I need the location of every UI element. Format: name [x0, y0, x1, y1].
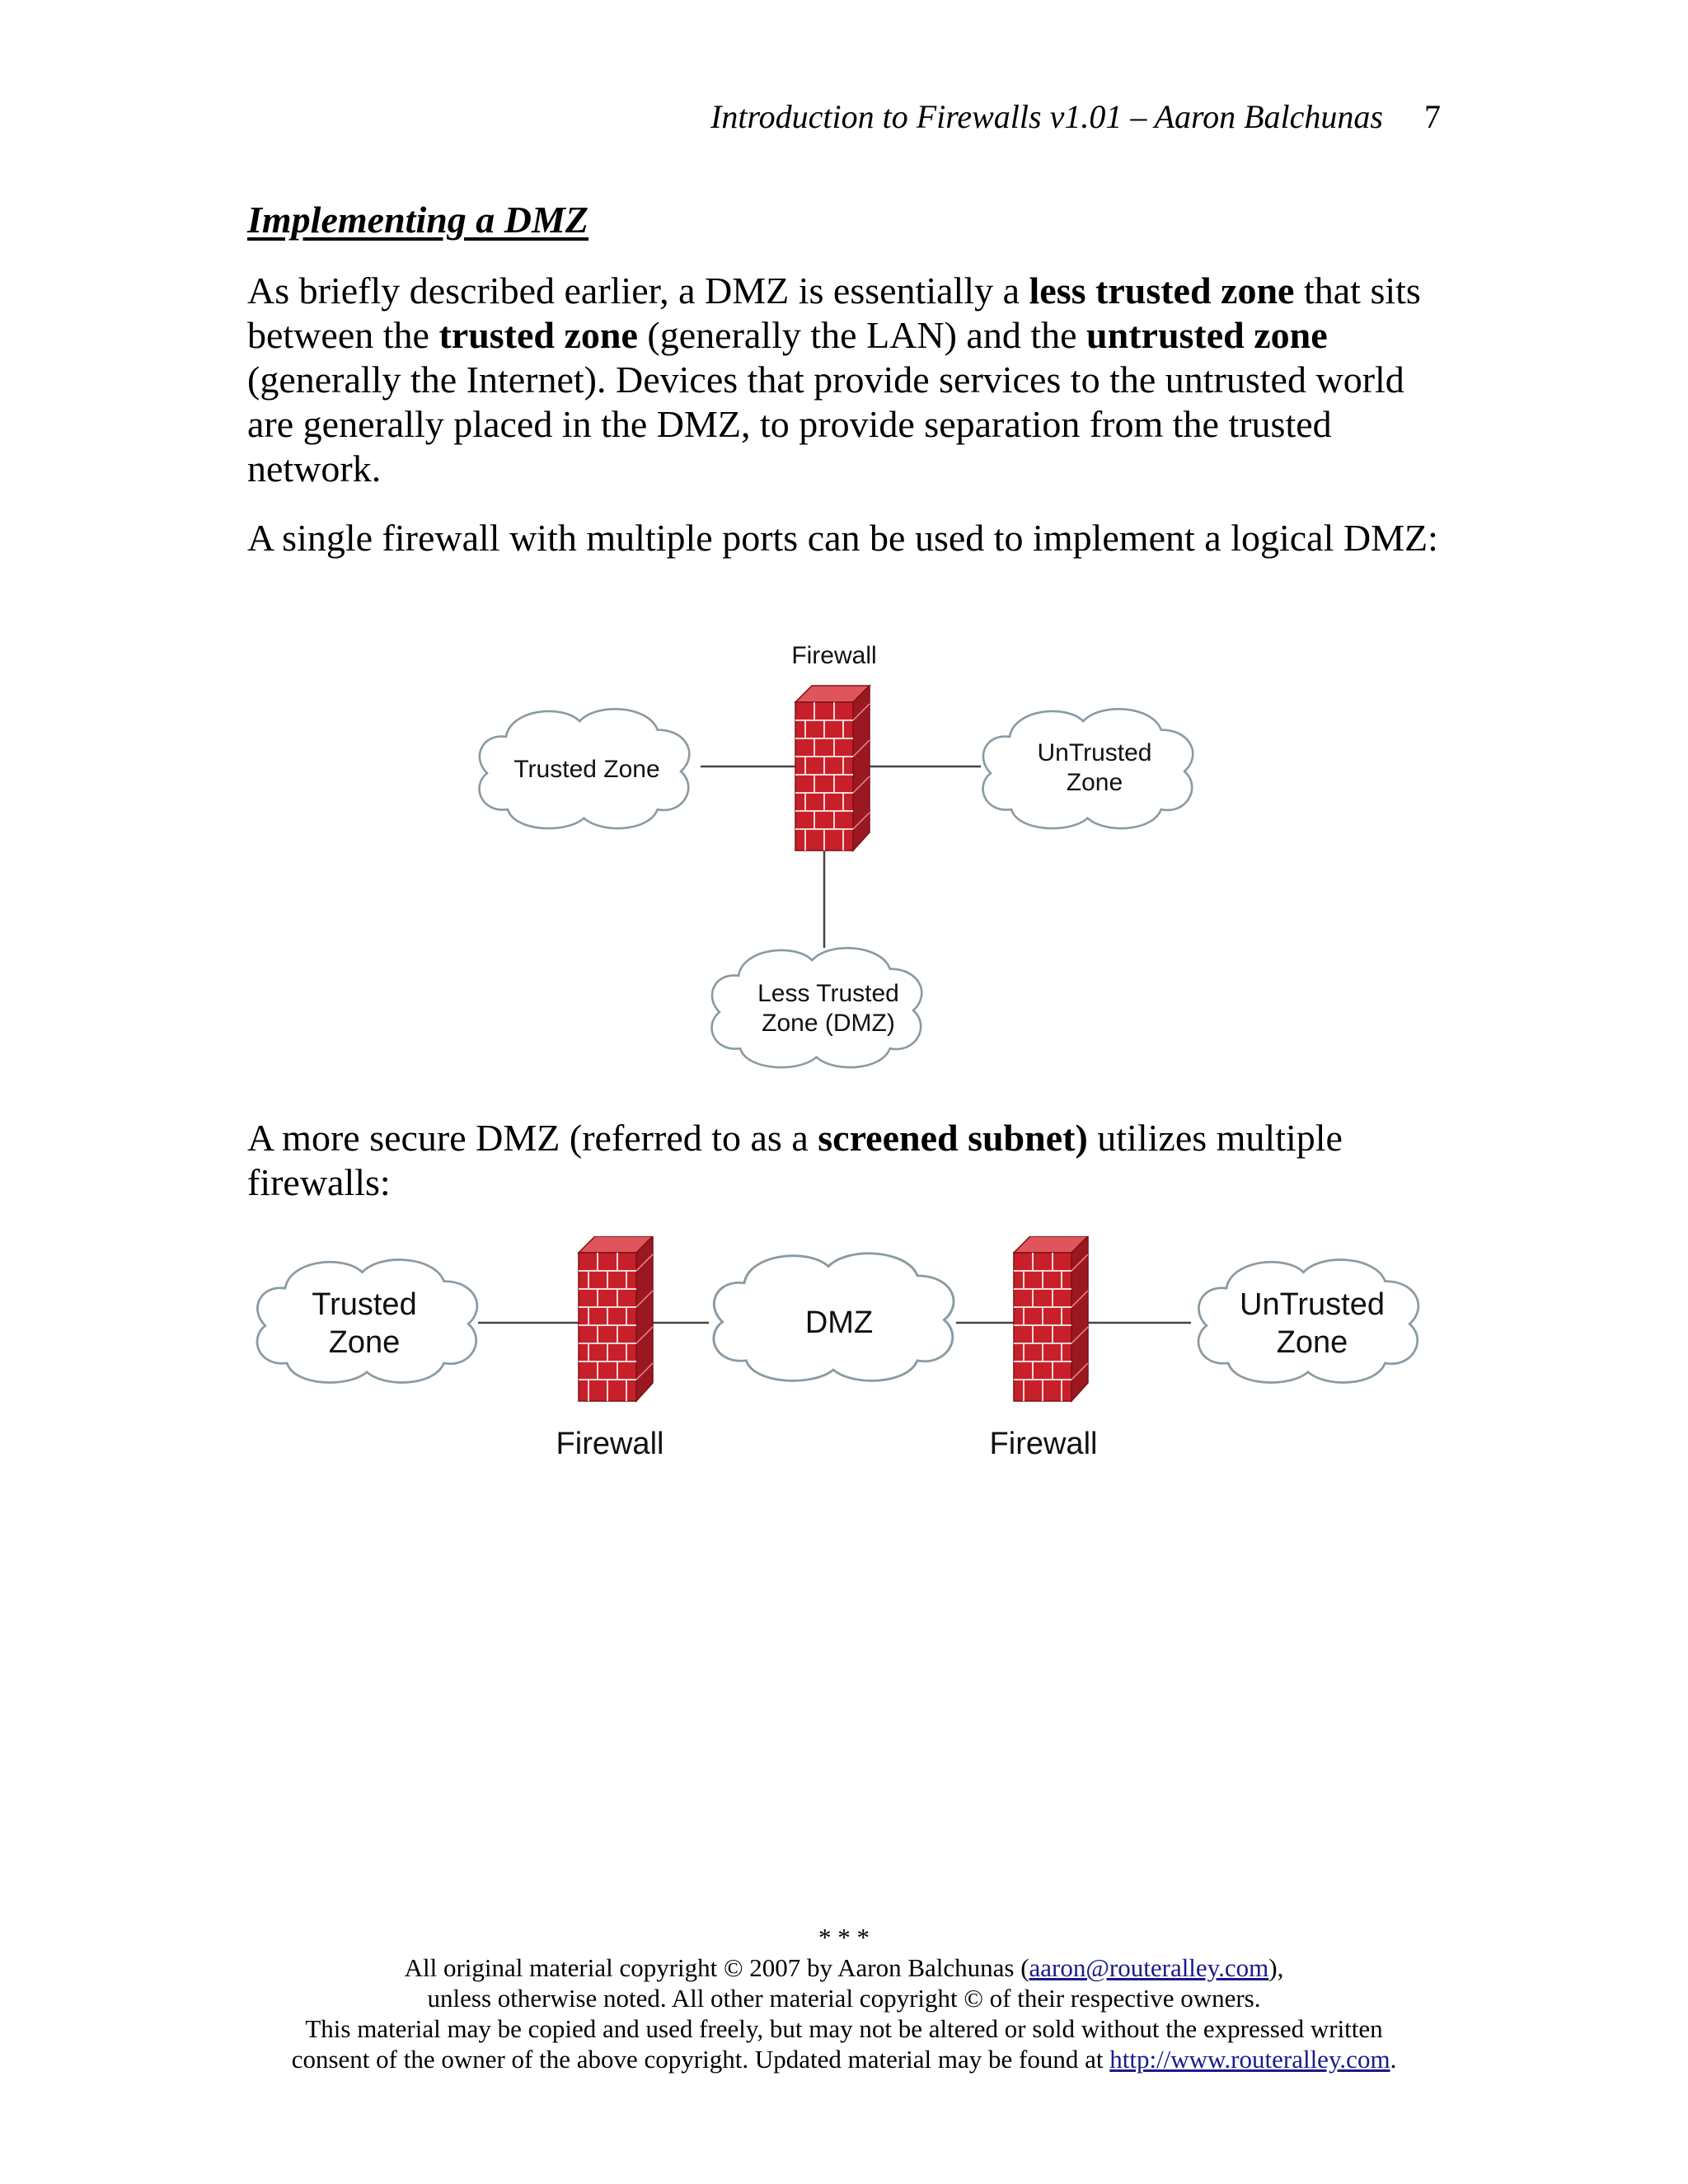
paragraph-screened-subnet [247, 1116, 1442, 1205]
running-header [0, 97, 1441, 136]
bold-term-untrusted-zone: untrusted zone [1086, 314, 1328, 356]
firewall-label: Firewall [791, 642, 877, 669]
firewall2-label: Firewall [989, 1427, 1098, 1461]
firewall-icon [795, 686, 870, 851]
diagram-logical-dmz-svg [0, 635, 1688, 1096]
dmz-label-line1: Less Trusted [757, 980, 899, 1007]
footer-separator: * * * [818, 1923, 870, 1952]
untrusted-zone-label-line2: Zone [1276, 1325, 1348, 1360]
untrusted-zone-label-line1: UnTrusted [1240, 1287, 1385, 1322]
text-run: (generally the LAN) and the [637, 314, 1087, 356]
diagram-logical-dmz [0, 635, 1688, 1096]
header-title: Introduction to Firewalls v1.01 – Aaron Balchunas [710, 98, 1383, 135]
text-run: As briefly described earlier, a DMZ is essentially a [247, 269, 1029, 312]
bold-term-screened-subnet: screened subnet) [818, 1117, 1088, 1159]
paragraph-single-firewall: A single firewall with multiple ports can be used to implement a logical DMZ: [247, 517, 1438, 559]
firewall-icon-1 [579, 1236, 653, 1401]
text-run: . [1390, 2045, 1397, 2074]
text-run: All original material copyright © 2007 by Aaron Balchunas ( [404, 1953, 1029, 1982]
footer-line-1 [0, 1952, 1688, 1983]
text-run: ), [1268, 1953, 1284, 1982]
section-title: Implementing a DMZ [247, 199, 589, 241]
page-number: 7 [1424, 98, 1441, 135]
diagram-screened-subnet [0, 1236, 1688, 1500]
trusted-zone-label-line1: Trusted [312, 1287, 417, 1322]
footer-line-2: unless otherwise noted. All other material copyright © of their respective owners. [427, 1984, 1261, 2013]
text-run: consent of the owner of the above copyright. Updated material may be found at [291, 2045, 1110, 2074]
dmz-label: DMZ [804, 1305, 874, 1340]
firewall-icon-2 [1014, 1236, 1088, 1401]
text-run: that sits between the [247, 269, 1421, 356]
text-run: A more secure DMZ (referred to as a [247, 1117, 818, 1159]
trusted-zone-label: Trusted Zone [513, 756, 660, 783]
footer-line-3: This material may be copied and used freely, but may not be altered or sold without the expressed written [305, 2014, 1383, 2043]
footer-line-4 [0, 2044, 1688, 2074]
copyright-footer [0, 1922, 1688, 2074]
paragraph-dmz-description [247, 269, 1442, 491]
dmz-label-line2: Zone (DMZ) [762, 1010, 895, 1037]
firewall1-label: Firewall [556, 1427, 664, 1461]
email-link[interactable]: aaron@routeralley.com [1029, 1953, 1269, 1982]
text-run: (generally the Internet). Devices that provide services to the untrusted world are generally placed in the DMZ, to provide separation from the trusted network. [247, 359, 1404, 490]
text-run: utilizes multiple firewalls: [247, 1117, 1343, 1203]
untrusted-zone-label-line1: UnTrusted [1037, 739, 1152, 766]
diagram-screened-subnet-svg [0, 1236, 1688, 1500]
website-link[interactable]: http://www.routeralley.com [1109, 2045, 1390, 2074]
bold-term-less-trusted-zone: less trusted zone [1029, 269, 1295, 312]
trusted-zone-label-line2: Zone [328, 1325, 401, 1360]
cloud-icon-dmz [712, 948, 922, 1067]
untrusted-zone-label-line2: Zone [1066, 769, 1123, 796]
bold-term-trusted-zone: trusted zone [438, 314, 638, 356]
